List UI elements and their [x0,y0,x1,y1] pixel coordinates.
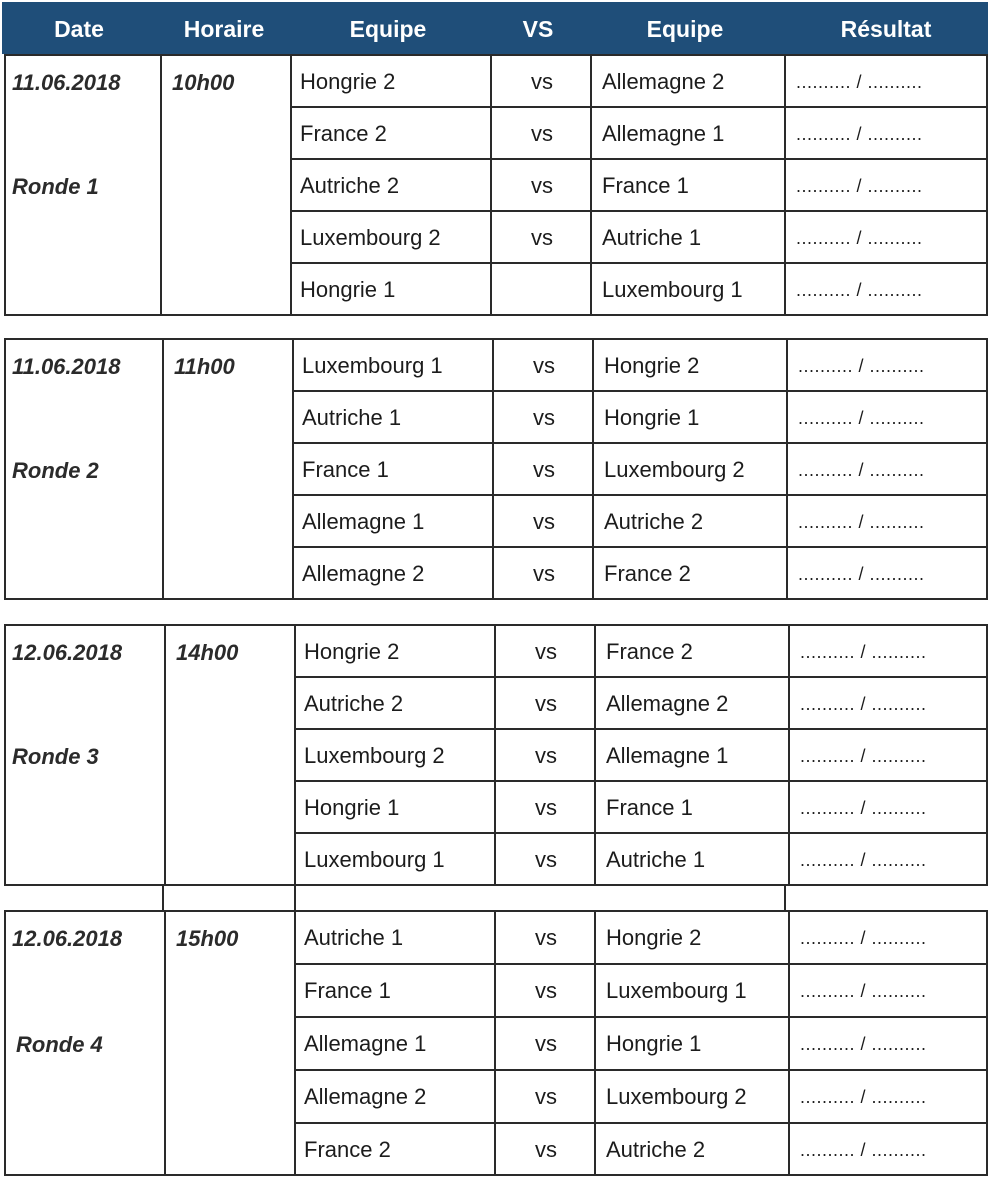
team-1-cell: Hongrie 2 [304,639,400,664]
table-row [6,392,986,444]
team-2-cell: France 2 [606,639,693,664]
team-2-cell: Autriche 1 [606,847,706,872]
team-1-cell: Luxembourg 1 [304,847,445,872]
spacer-cell [162,886,296,910]
round-time: 11h00 [174,354,235,379]
round-time: 15h00 [176,926,239,951]
team-2-cell: Luxembourg 2 [604,457,745,482]
team-1-cell: Autriche 2 [300,173,400,198]
team-2-cell: Autriche 2 [606,1137,706,1162]
team-2-cell: Luxembourg 1 [606,978,747,1003]
vs-cell: vs [533,353,555,378]
vs-cell: vs [535,639,557,664]
table-row [6,212,986,264]
table-row [6,678,986,730]
table-row [6,1124,986,1176]
table-row [6,834,986,886]
header-date: Date [54,16,104,42]
table-row [6,56,986,108]
round-date: 12.06.2018 [12,926,123,951]
team-1-cell: Allemagne 2 [302,561,425,586]
round-date: 12.06.2018 [12,640,123,665]
vs-cell: vs [535,795,557,820]
vs-cell: vs [535,925,557,950]
team-2-cell: Allemagne 1 [602,121,725,146]
table-row [6,730,986,782]
table-row [6,912,986,965]
team-1-cell: France 2 [304,1137,391,1162]
team-1-cell: Luxembourg 2 [300,225,441,250]
vs-cell: vs [535,1084,557,1109]
vs-cell: vs [531,69,553,94]
result-field[interactable]: .......... / .......... [800,1087,927,1107]
team-1-cell: Autriche 1 [304,925,404,950]
team-2-cell: Allemagne 1 [606,743,729,768]
team-1-cell: France 1 [302,457,389,482]
result-field[interactable]: .......... / .......... [798,408,925,428]
result-field[interactable]: .......... / .......... [800,1140,927,1160]
result-field[interactable]: .......... / .......... [800,928,927,948]
table-header [2,2,988,54]
vs-cell: vs [535,1137,557,1162]
round-label: Ronde 4 [16,1032,103,1057]
vs-cell: vs [531,225,553,250]
round-block-4 [4,910,988,1176]
team-2-cell: France 1 [602,173,689,198]
vs-cell: vs [533,457,555,482]
team-2-cell: Hongrie 1 [604,405,700,430]
result-field[interactable]: .......... / .......... [796,280,923,300]
result-field[interactable]: .......... / .......... [796,72,923,92]
result-field[interactable]: .......... / .......... [800,1034,927,1054]
table-row [6,548,986,600]
vs-cell: vs [535,978,557,1003]
vs-cell: vs [535,691,557,716]
round-label: Ronde 2 [12,458,99,483]
team-2-cell: Autriche 1 [602,225,702,250]
vs-cell: vs [535,743,557,768]
header-equipe-2: Equipe [646,16,724,42]
header-vs: VS [522,16,554,42]
team-2-cell: Hongrie 2 [604,353,700,378]
round-label: Ronde 1 [12,174,99,199]
vs-cell: vs [535,1031,557,1056]
round-date: 11.06.2018 [12,70,121,95]
vs-cell: vs [533,509,555,534]
round-time: 14h00 [176,640,239,665]
team-1-cell: Autriche 2 [304,691,404,716]
team-2-cell: France 2 [604,561,691,586]
team-2-cell: Luxembourg 1 [602,277,743,302]
vs-cell: vs [533,561,555,586]
result-field[interactable]: .......... / .......... [800,981,927,1001]
team-1-cell: Allemagne 1 [304,1031,427,1056]
vs-cell [494,264,590,316]
round-time: 10h00 [172,70,235,95]
result-field[interactable]: .......... / .......... [796,176,923,196]
result-field[interactable]: .......... / .......... [798,564,925,584]
table-row [6,1018,986,1070]
round-label: Ronde 3 [12,744,99,769]
table-row [6,264,986,316]
result-field[interactable]: .......... / .......... [800,694,927,714]
team-1-cell: France 2 [300,121,387,146]
vs-cell: vs [531,173,553,198]
result-field[interactable]: .......... / .......... [798,460,925,480]
team-2-cell: Autriche 2 [604,509,704,534]
team-2-cell: Hongrie 2 [606,925,702,950]
table-row [6,496,986,548]
result-field[interactable]: .......... / .......... [798,512,925,532]
round-block-2 [4,338,988,600]
team-2-cell: Allemagne 2 [602,69,725,94]
team-1-cell: Hongrie 1 [300,277,396,302]
table-row [6,160,986,212]
round-block-1 [4,54,988,316]
team-1-cell: Luxembourg 1 [302,353,443,378]
vs-cell: vs [535,847,557,872]
result-field[interactable]: .......... / .......... [798,356,925,376]
team-2-cell: Allemagne 2 [606,691,729,716]
team-1-cell: France 1 [304,978,391,1003]
result-field[interactable]: .......... / .......... [796,228,923,248]
vs-cell: vs [533,405,555,430]
team-1-cell: Allemagne 1 [302,509,425,534]
table-row [6,626,986,678]
table-row [6,782,986,834]
team-2-cell: France 1 [606,795,693,820]
result-field[interactable]: .......... / .......... [800,798,927,818]
result-field[interactable]: .......... / .......... [800,746,927,766]
team-2-cell: Luxembourg 2 [606,1084,747,1109]
vs-cell: vs [531,121,553,146]
table-row [6,1071,986,1123]
round-block-3 [4,624,988,886]
team-1-cell: Allemagne 2 [304,1084,427,1109]
table-row [6,108,986,160]
result-field[interactable]: .......... / .......... [800,642,927,662]
team-2-cell: Hongrie 1 [606,1031,702,1056]
team-1-cell: Autriche 1 [302,405,402,430]
table-row [6,340,986,392]
header-resultat: Résultat [840,16,932,42]
team-1-cell: Luxembourg 2 [304,743,445,768]
team-1-cell: Hongrie 1 [304,795,400,820]
table-row [6,444,986,496]
spacer-cell [292,886,786,910]
round-date: 11.06.2018 [12,354,121,379]
result-field[interactable]: .......... / .......... [800,850,927,870]
result-field[interactable]: .......... / .......... [796,124,923,144]
team-1-cell: Hongrie 2 [300,69,396,94]
table-row [6,965,986,1017]
header-horaire: Horaire [183,16,265,42]
header-equipe-1: Equipe [349,16,427,42]
